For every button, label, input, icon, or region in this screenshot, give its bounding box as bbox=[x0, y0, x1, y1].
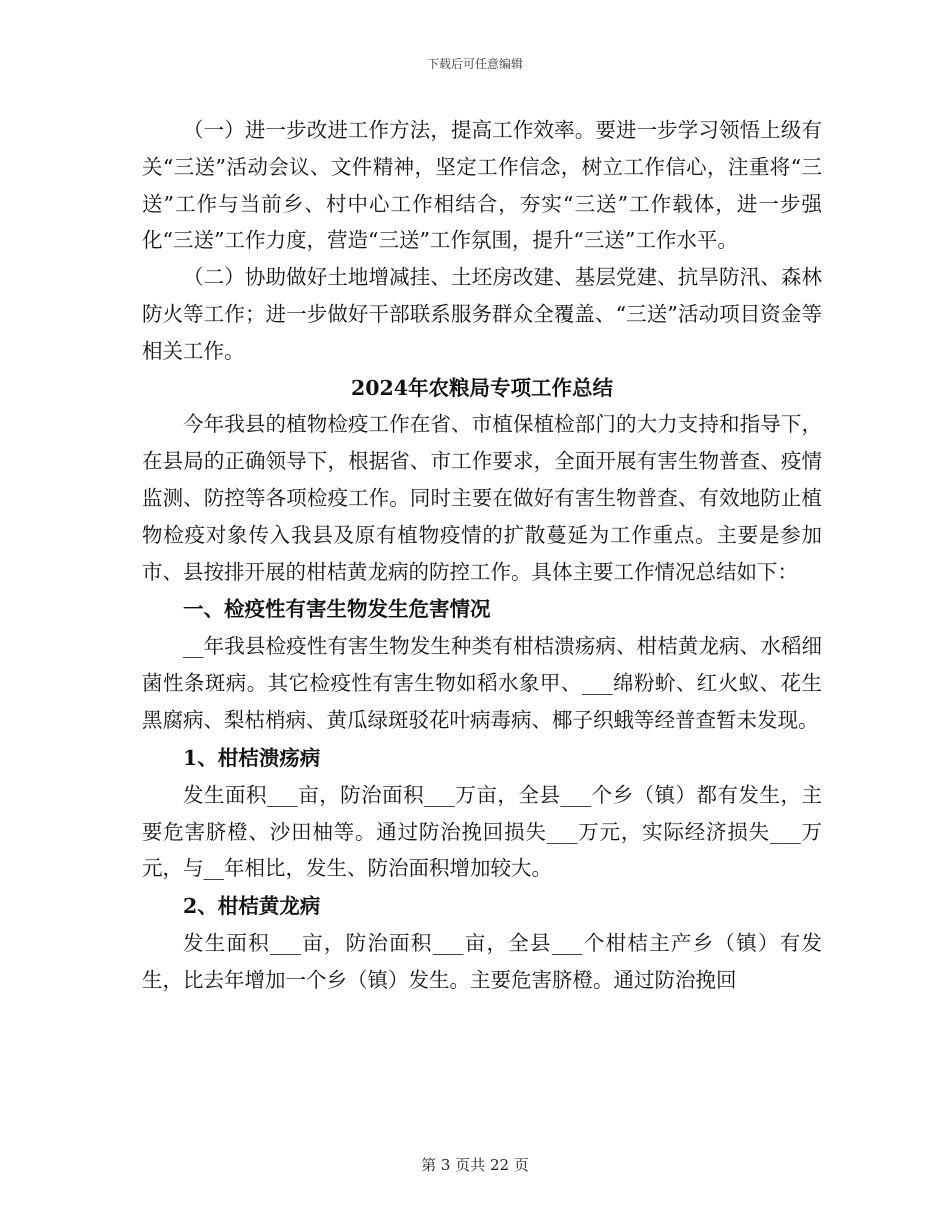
section-heading-pests: 一、检疫性有害生物发生危害情况 bbox=[183, 597, 491, 622]
document-title: 2024年农粮局专项工作总结 bbox=[350, 375, 614, 400]
document-body bbox=[142, 112, 822, 999]
subheading-citrus-canker: 1、柑桔溃疡病 bbox=[183, 745, 321, 770]
page-header: 下载后可任意编辑 bbox=[426, 57, 523, 71]
subheading-citrus-greening: 2、柑桔黄龙病 bbox=[183, 894, 321, 919]
paragraph-citrus-canker: 发生面积___亩，防治面积___万亩，全县___个乡（镇）都有发生，主要危害脐橙、沙田柚等。通过防治挽回损失___万元，实际经济损失___万元，与__年相比，发生、防治面积增加较大。 bbox=[142, 782, 822, 881]
paragraph-citrus-greening: 发生面积___亩，防治面积___亩，全县___个柑桔主产乡（镇）有发生，比去年增加一个乡（镇）发生。主要危害脐橙。通过防治挽回 bbox=[142, 931, 822, 992]
paragraph-pest-types: __年我县检疫性有害生物发生种类有柑桔溃疡病、柑桔黄龙病、水稻细菌性条斑病。其它检疫性有害生物如稻水象甲、___绵粉蚧、红火蚁、花生黑腐病、梨枯梢病、黄瓜绿斑驳花叶病毒病、椰子织蛾等经普查暂未发现。 bbox=[142, 634, 822, 732]
page-number: 第 3 页共 22 页 bbox=[421, 1156, 529, 1174]
paragraph-work-method: （一）进一步改进工作方法，提高工作效率。要进一步学习领悟上级有关“三送”活动会议、文件精神，坚定工作信念，树立工作信心，注重将“三送”工作与当前乡、村中心工作相结合，夯实“三送”工作载体，进一步强化“三送”工作力度，营造“三送”工作氛围，提升“三送”工作水平。 bbox=[142, 118, 822, 253]
paragraph-intro: 今年我县的植物检疫工作在省、市植保植检部门的大力支持和指导下，在县局的正确领导下，根据省、市工作要求，全面开展有害生物普查、疫情监测、防控等各项检疫工作。同时主要在做好有害生物普查、有效地防止植物检疫对象传入我县及原有植物疫情的扩散蔓延为工作重点。主要是参加市、县按排开展的柑桔黄龙病的防控工作。具体主要工作情况总结如下： bbox=[142, 412, 822, 584]
paragraph-assist-work: （二）协助做好土地增减挂、土坯房改建、基层党建、抗旱防汛、森林防火等工作；进一步做好干部联系服务群众全覆盖、“三送”活动项目资金等相关工作。 bbox=[142, 265, 822, 363]
